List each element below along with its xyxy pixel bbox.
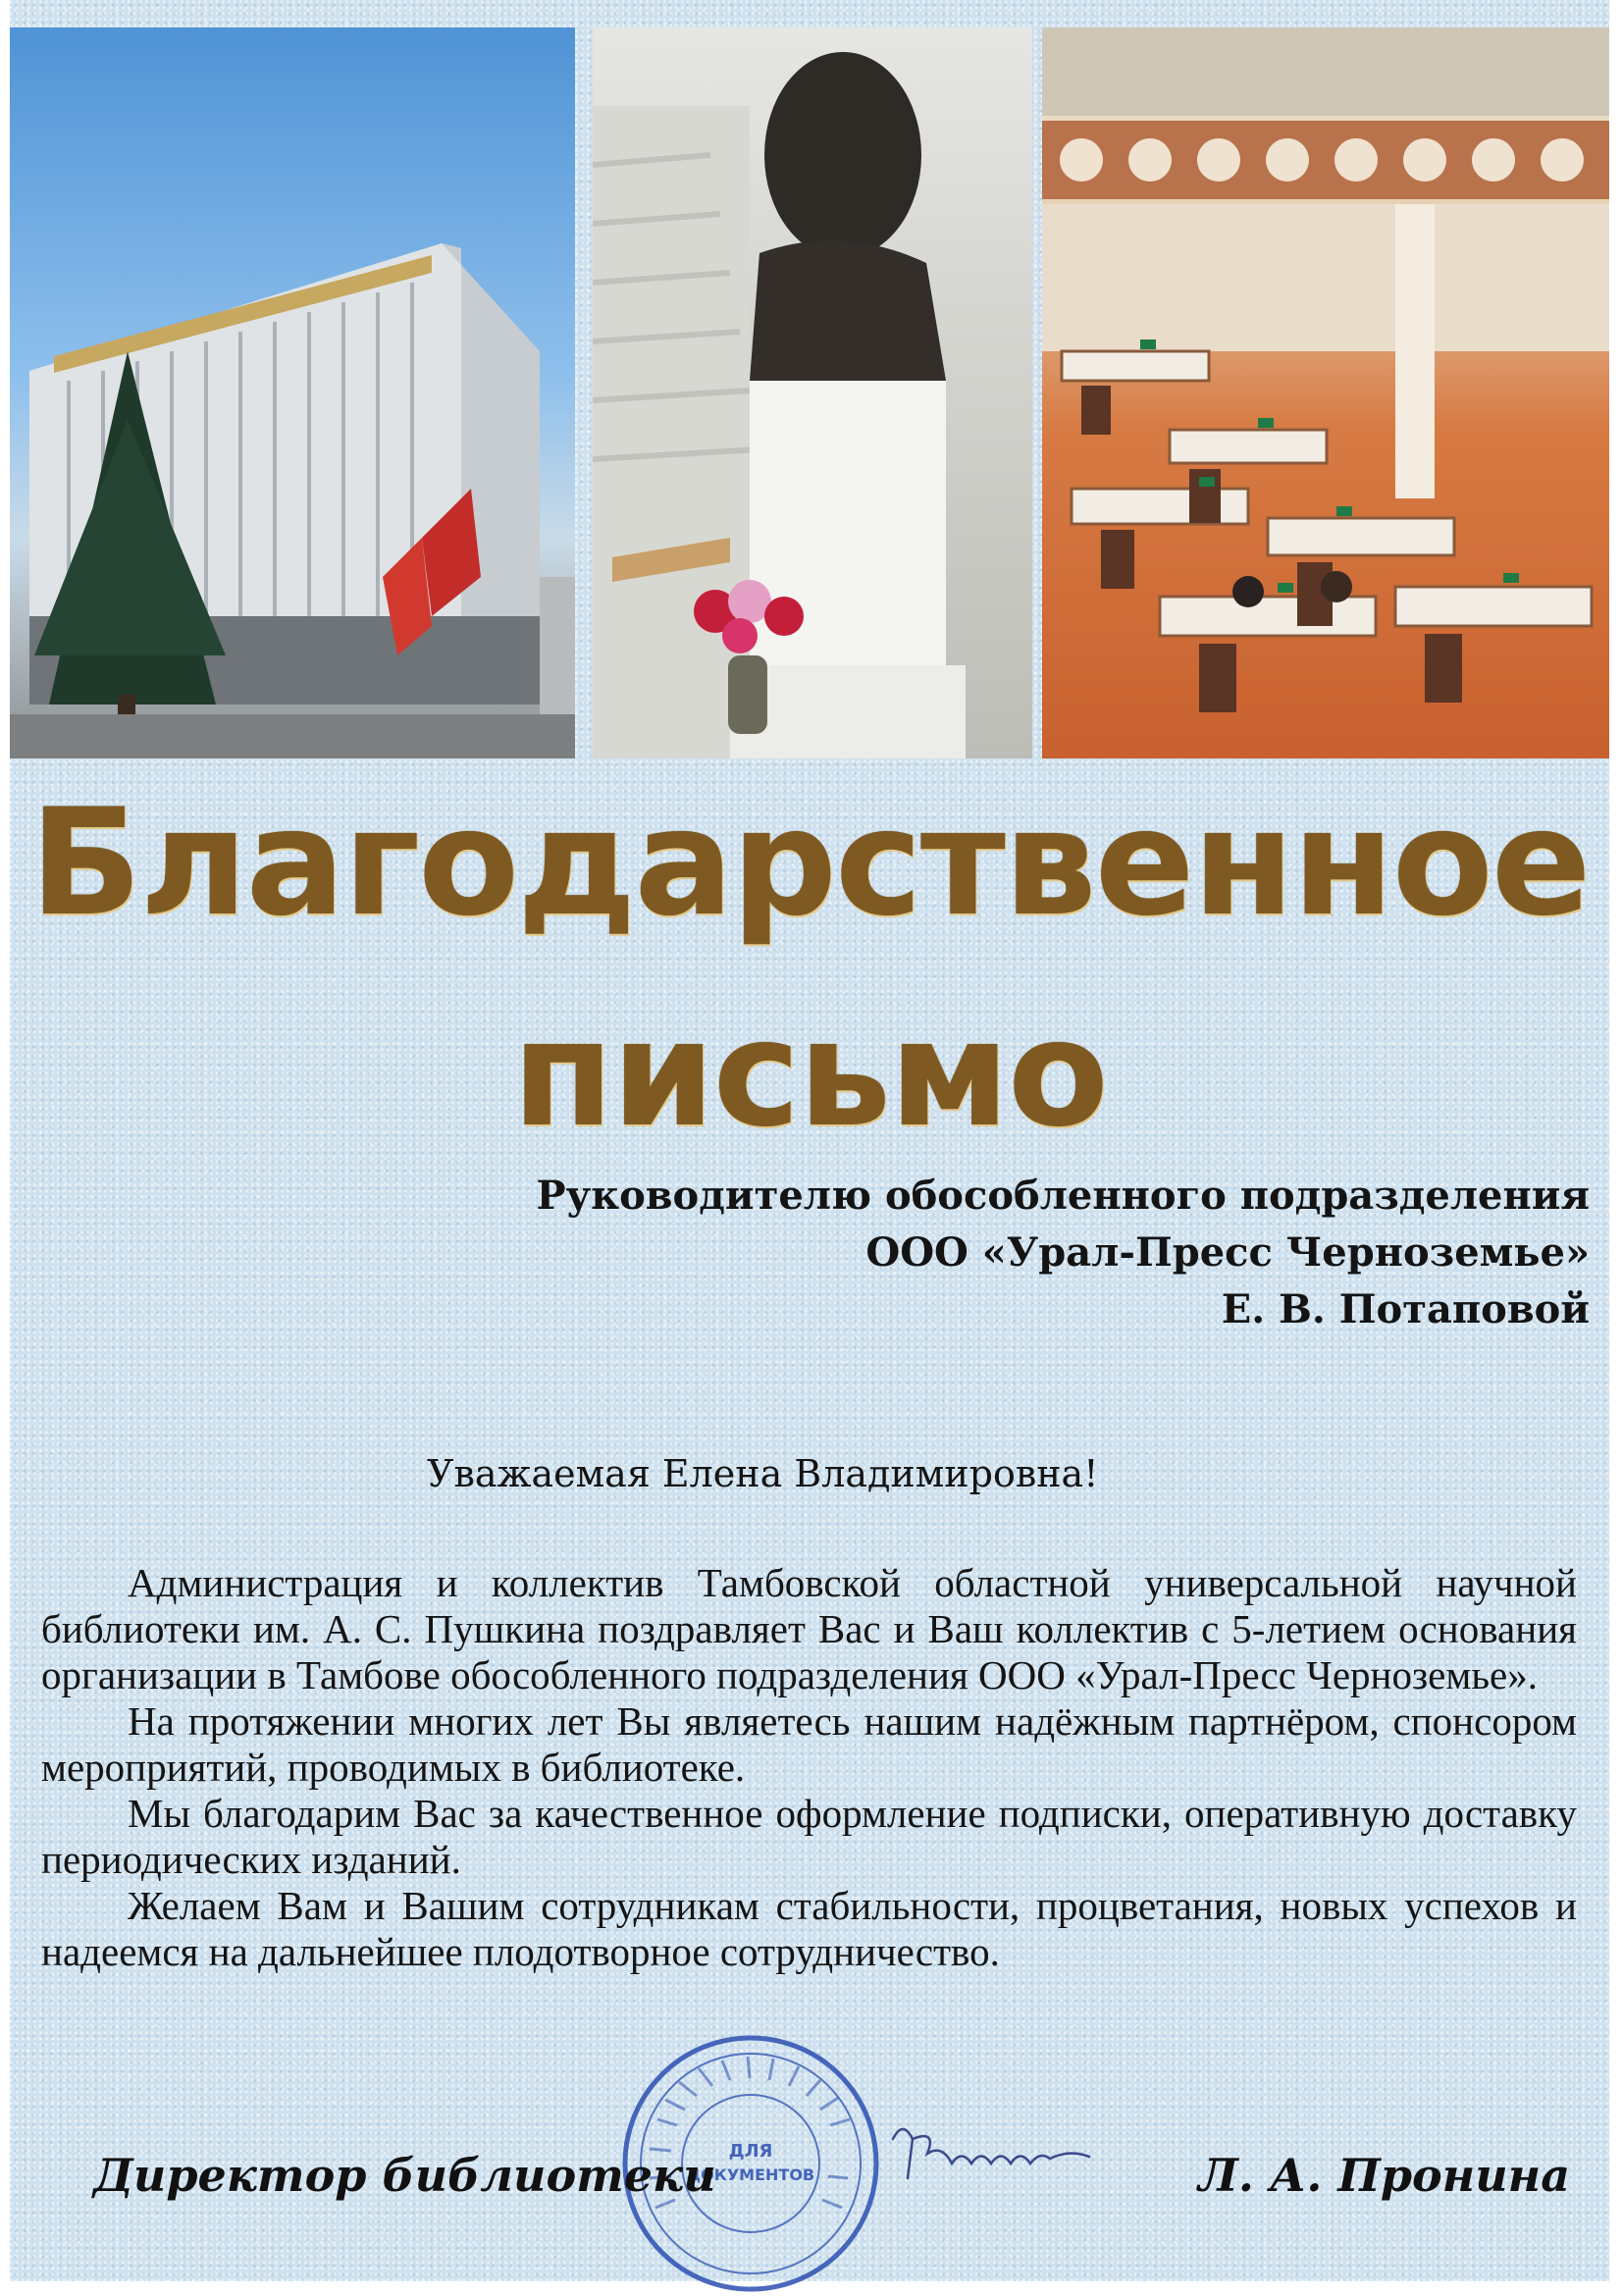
addressee-block [537,1168,1590,1338]
addressee-line-1: Руководителю обособленного подразделения [536,1173,1590,1219]
svg-text:ДОКУМЕНТОВ: ДОКУМЕНТОВ [686,2166,815,2184]
photo-library-building [10,27,575,758]
greeting: Уважаемая Елена Владимировна! [427,1452,1099,1495]
title-line-1: Благодарственное [29,778,1590,949]
paragraph-2: На протяжении многих лет Вы являетесь нашим надёжным партнёром, спонсором мероприятий, проводимых в библиотеке. [41,1698,1577,1790]
letter-body [41,1560,1577,1975]
addressee-line-3: Е. В. Потаповой [1221,1286,1590,1332]
paragraph-3: Мы благодарим Вас за качественное оформление подписки, оперативную доставку периодических изданий. [41,1791,1577,1882]
paragraph-1: Администрация и коллектив Тамбовской областной универсальной научной библиотеки им. А. С. Пушкина поздравляет Вас и Ваш коллектив с 5-летием основания организации в Тамбове обособленного подразделения ООО «Урал-Пресс Черноземье». [41,1560,1577,1697]
photo-reading-hall [1042,27,1609,758]
addressee-line-2: ООО «Урал-Пресс Черноземье» [865,1229,1590,1276]
signature-name: Л. А. Пронина [1198,2149,1570,2202]
handwritten-signature-icon [883,2110,1128,2198]
paragraph-4: Желаем Вам и Вашим сотрудникам стабильности, процветания, новых успехов и надеемся на дальнейшее плодотворное сотрудничество. [41,1883,1577,1974]
photo-pushkin-bust [593,27,1032,758]
title-line-2: письмо [511,989,1108,1160]
svg-text:ДЛЯ: ДЛЯ [728,2141,773,2162]
signature-role: Директор библиотеки [93,2149,716,2202]
letter-sheet [10,0,1609,2281]
